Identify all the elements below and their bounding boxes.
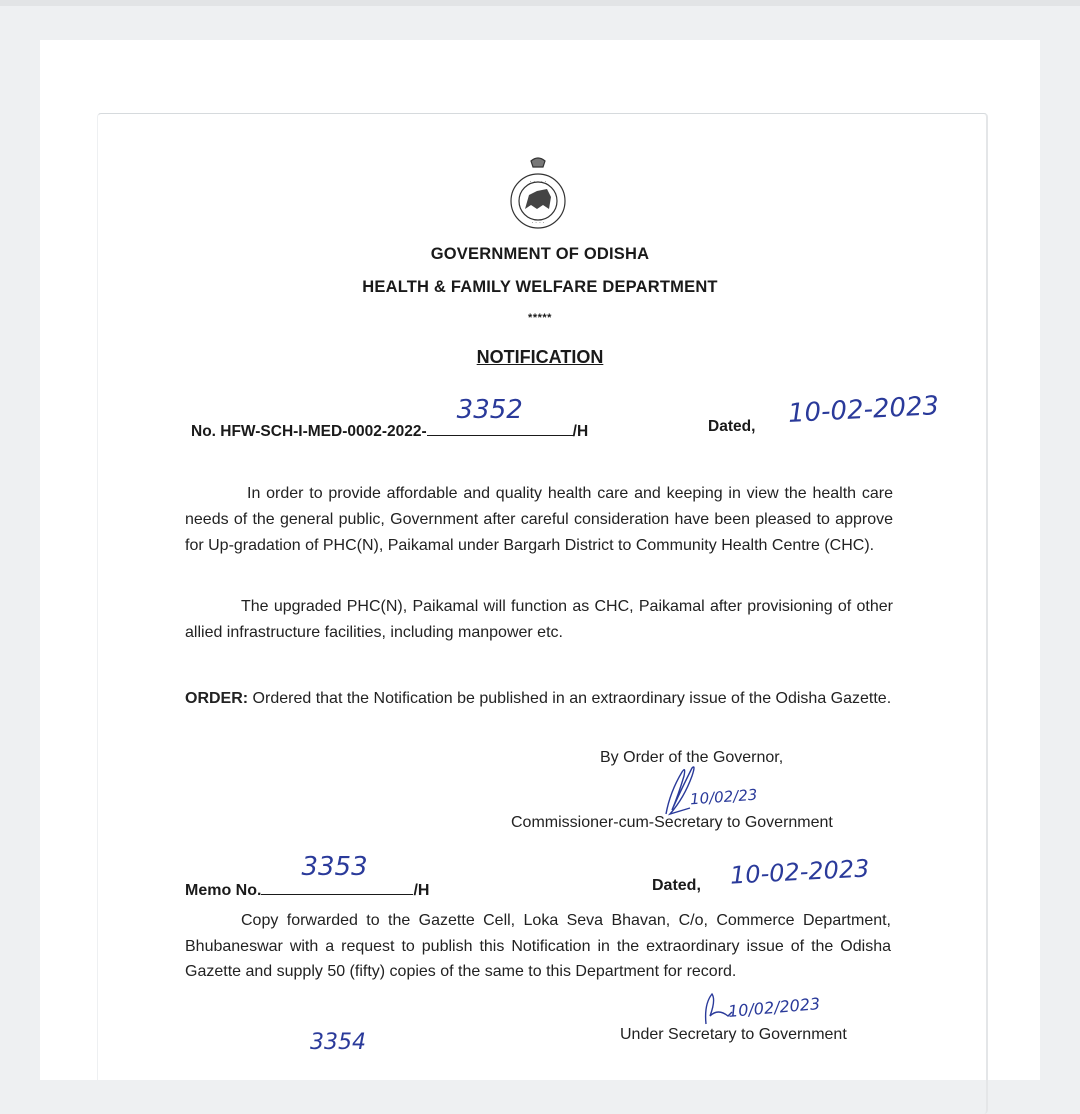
memo-suffix: /H — [413, 882, 430, 899]
handwritten-reference-date: 10-02-2023 — [787, 391, 940, 429]
memo-paragraph: Copy forwarded to the Gazette Cell, Loka Seva Bhavan, C/o, Commerce Department, Bhubaneswar with a request to publish this Notification in the extraordinary issue of the Odisha Gazette and supply 50 (fifty) copies of the same to this Department for record. — [185, 912, 891, 980]
under-secretary-designation: Under Secretary to Government — [620, 1026, 847, 1043]
handwritten-memo-number: 3353 — [301, 852, 368, 882]
reference-prefix: No. HFW-SCH-I-MED-0002-2022- — [191, 423, 427, 440]
order-text: Ordered that the Notification be published in an extraordinary issue of the Odisha Gazette. — [248, 690, 892, 707]
order-paragraph — [185, 686, 893, 712]
order-label: ORDER: — [185, 690, 249, 707]
reference-suffix: /H — [572, 423, 589, 440]
commissioner-designation: Commissioner-cum-Secretary to Government — [511, 814, 833, 831]
reference-dated-label: Dated, — [708, 418, 756, 435]
body-paragraph-1: In order to provide affordable and quality health care and keeping in view the health care needs of the general public, Government after careful consideration have been pleased to approve for Up-gradation of PHC(N), Paikamal under Bargarh District to Community Health Centre (CHC). — [185, 485, 893, 554]
memo-label: Memo No. — [185, 882, 262, 899]
svg-text:· · · · ·: · · · · · — [529, 179, 547, 186]
handwritten-reference-number: 3352 — [456, 395, 523, 425]
odisha-emblem-icon — [503, 153, 573, 233]
separator-stars: ***** — [528, 312, 552, 324]
notification-title: NOTIFICATION — [476, 347, 604, 367]
by-order-text: By Order of the Governor, — [600, 749, 784, 766]
handwritten-next-memo-number: 3354 — [310, 1030, 366, 1055]
memo-dated-label: Dated, — [652, 877, 701, 894]
department-heading: HEALTH & FAMILY WELFARE DEPARTMENT — [362, 278, 718, 296]
memo-number-line — [185, 852, 430, 900]
memo-number-blank — [261, 852, 413, 895]
svg-text:· · · ·: · · · · — [531, 220, 545, 227]
reference-number-blank — [427, 395, 573, 436]
handwritten-memo-date: 10-02-2023 — [729, 854, 871, 890]
document-page — [40, 40, 1040, 1080]
government-heading: GOVERNMENT OF ODISHA — [430, 245, 650, 263]
body-paragraph-2: The upgraded PHC(N), Paikamal will function as CHC, Paikamal after provisioning of other allied infrastructure facilities, including manpower etc. — [185, 598, 893, 641]
handwritten-signature-date-1: 10/02/23 — [689, 785, 758, 809]
reference-number-line — [191, 395, 589, 441]
viewer-top-bar — [0, 0, 1080, 6]
handwritten-signature-date-2: 10/02/2023 — [727, 994, 821, 1021]
